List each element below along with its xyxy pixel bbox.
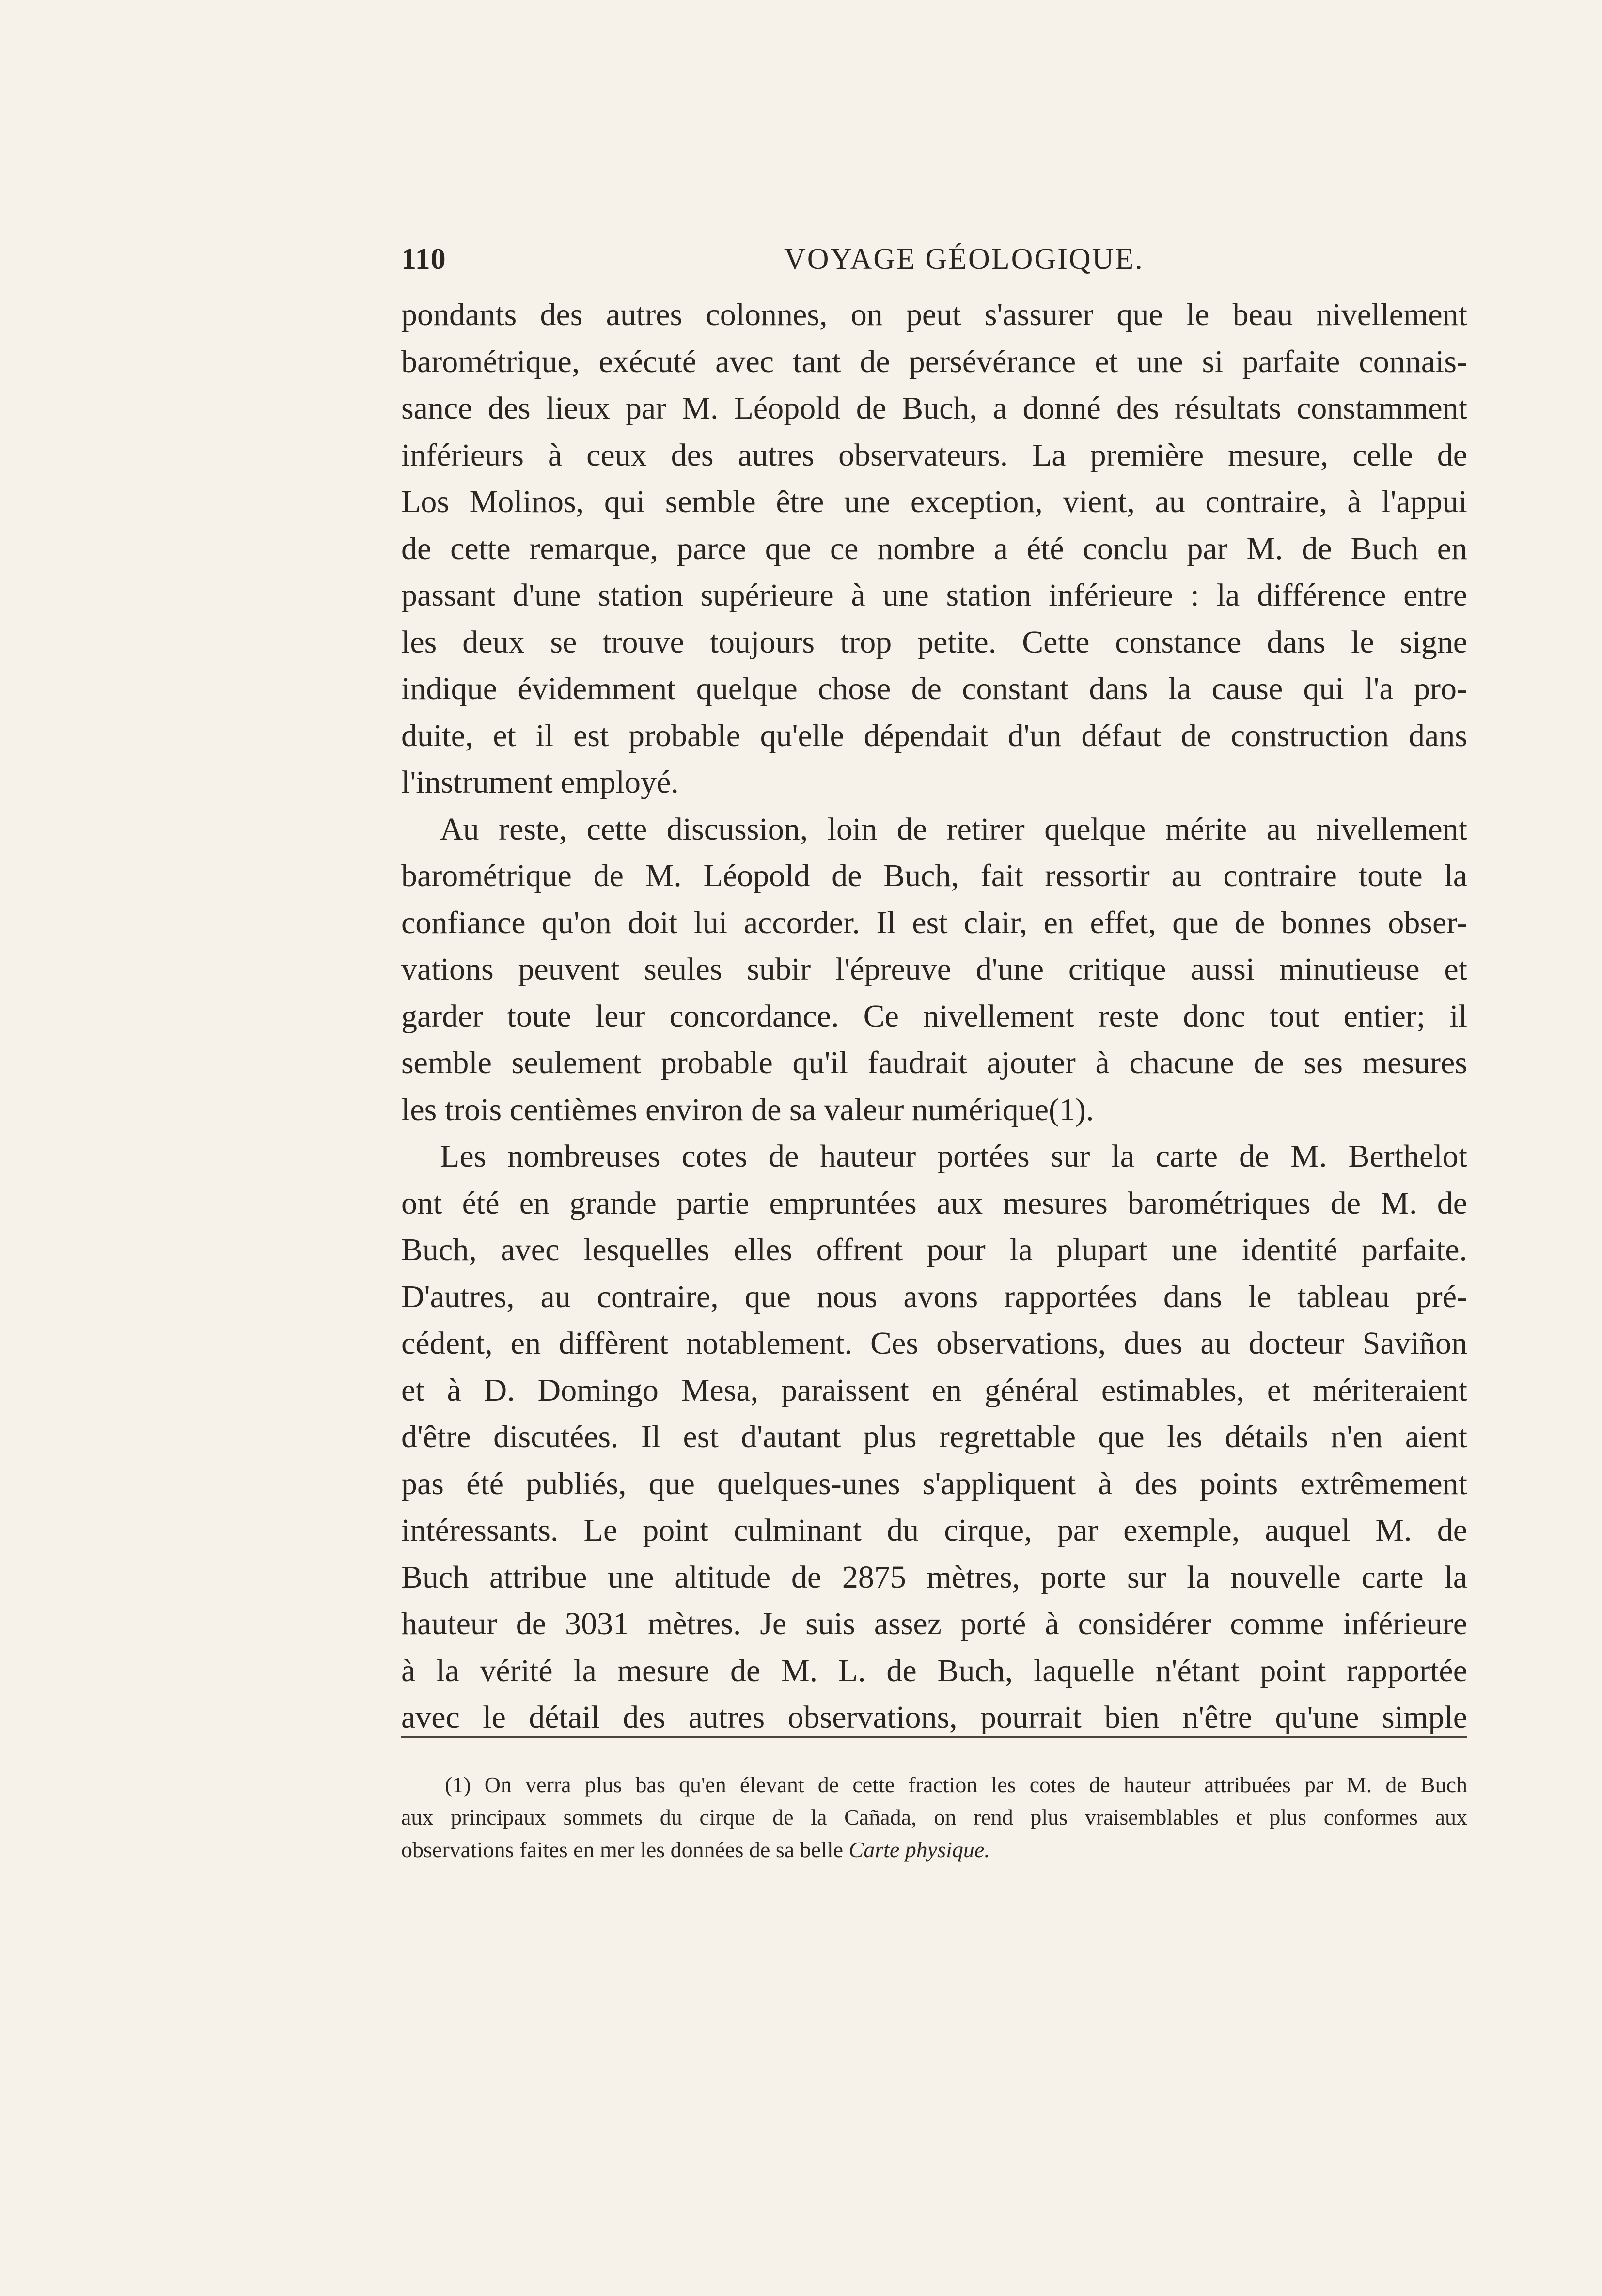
footnote-italic-title: Carte physique. <box>848 1837 990 1862</box>
text-line: indique évidemment quelque chose de constant dans la cause qui l'a pro- <box>401 671 1467 706</box>
text-line: cédent, en diffèrent notablement. Ces observations, dues au docteur Saviñon <box>401 1326 1467 1361</box>
footnote-line: aux principaux sommets du cirque de la Cañada, on rend plus vraisemblables et plus conformes aux <box>401 1805 1467 1829</box>
footnote-line: (1) On verra plus bas qu'en élevant de cette fraction les cotes de hauteur attribuées par M. de Buch <box>445 1772 1467 1797</box>
text-line: pas été publiés, que quelques-unes s'appliquent à des points extrêmement <box>401 1466 1467 1501</box>
text-line: ont été en grande partie empruntées aux mesures barométriques de M. de <box>401 1185 1467 1221</box>
text-line: barométrique, exécuté avec tant de persévérance et une si parfaite connais- <box>401 344 1467 379</box>
text-line: les deux se trouve toujours trop petite. Cette constance dans le signe <box>401 624 1467 660</box>
text-line: inférieurs à ceux des autres observateurs. La première mesure, celle de <box>401 437 1467 473</box>
text-line: semble seulement probable qu'il faudrait ajouter à chacune de ses mesures <box>401 1045 1467 1080</box>
text-line: d'être discutées. Il est d'autant plus regrettable que les détails n'en aient <box>401 1419 1467 1454</box>
text-line: Los Molinos, qui semble être une exception, vient, au contraire, à l'appui <box>401 484 1467 519</box>
page-number: 110 <box>401 243 446 276</box>
text-line: Les nombreuses cotes de hauteur portées sur la carte de M. Berthelot <box>440 1139 1467 1174</box>
text-line: Buch attribue une altitude de 2875 mètres, porte sur la nouvelle carte la <box>401 1559 1467 1595</box>
footnote <box>401 1768 1467 1866</box>
body-text <box>401 292 1467 1741</box>
text-line: les trois centièmes environ de sa valeur numérique(1). <box>401 1092 1094 1127</box>
text-line: sance des lieux par M. Léopold de Buch, a donné des résultats constamment <box>401 390 1467 426</box>
text-line: barométrique de M. Léopold de Buch, fait ressortir au contraire toute la <box>401 858 1467 893</box>
text-line: hauteur de 3031 mètres. Je suis assez porté à considérer comme inférieure <box>401 1606 1467 1641</box>
text-line: pondants des autres colonnes, on peut s'assurer que le beau nivellement <box>401 297 1467 332</box>
text-line: intéressants. Le point culminant du cirque, par exemple, auquel M. de <box>401 1513 1467 1548</box>
running-head: VOYAGE GÉOLOGIQUE. <box>784 243 1144 276</box>
text-line: confiance qu'on doit lui accorder. Il est clair, en effet, que de bonnes obser- <box>401 905 1467 940</box>
text-line: de cette remarque, parce que ce nombre a été conclu par M. de Buch en <box>401 531 1467 566</box>
text-line: duite, et il est probable qu'elle dépendait d'un défaut de construction dans <box>401 718 1467 753</box>
text-line: et à D. Domingo Mesa, paraissent en général estimables, et mériteraient <box>401 1372 1467 1408</box>
text-line: Au reste, cette discussion, loin de retirer quelque mérite au nivellement <box>440 811 1467 847</box>
text-line: vations peuvent seules subir l'épreuve d'une critique aussi minutieuse et <box>401 952 1467 987</box>
text-line: à la vérité la mesure de M. L. de Buch, laquelle n'étant point rapportée <box>401 1653 1467 1688</box>
footnote-text: observations faites en mer les données de sa belle <box>401 1837 849 1862</box>
page-header <box>401 242 1467 286</box>
text-line: avec le détail des autres observations, pourrait bien n'être qu'une simple <box>401 1700 1467 1735</box>
footnote-divider <box>401 1736 1467 1738</box>
text-line: garder toute leur concordance. Ce nivellement reste donc tout entier; il <box>401 998 1467 1034</box>
text-line: passant d'une station supérieure à une station inférieure : la différence entre <box>401 578 1467 613</box>
text-line: D'autres, au contraire, que nous avons rapportées dans le tableau pré- <box>401 1279 1467 1314</box>
text-line: Buch, avec lesquelles elles offrent pour la plupart une identité parfaite. <box>401 1232 1467 1267</box>
text-line: l'instrument employé. <box>401 765 679 800</box>
footnote-line <box>401 1833 1467 1866</box>
